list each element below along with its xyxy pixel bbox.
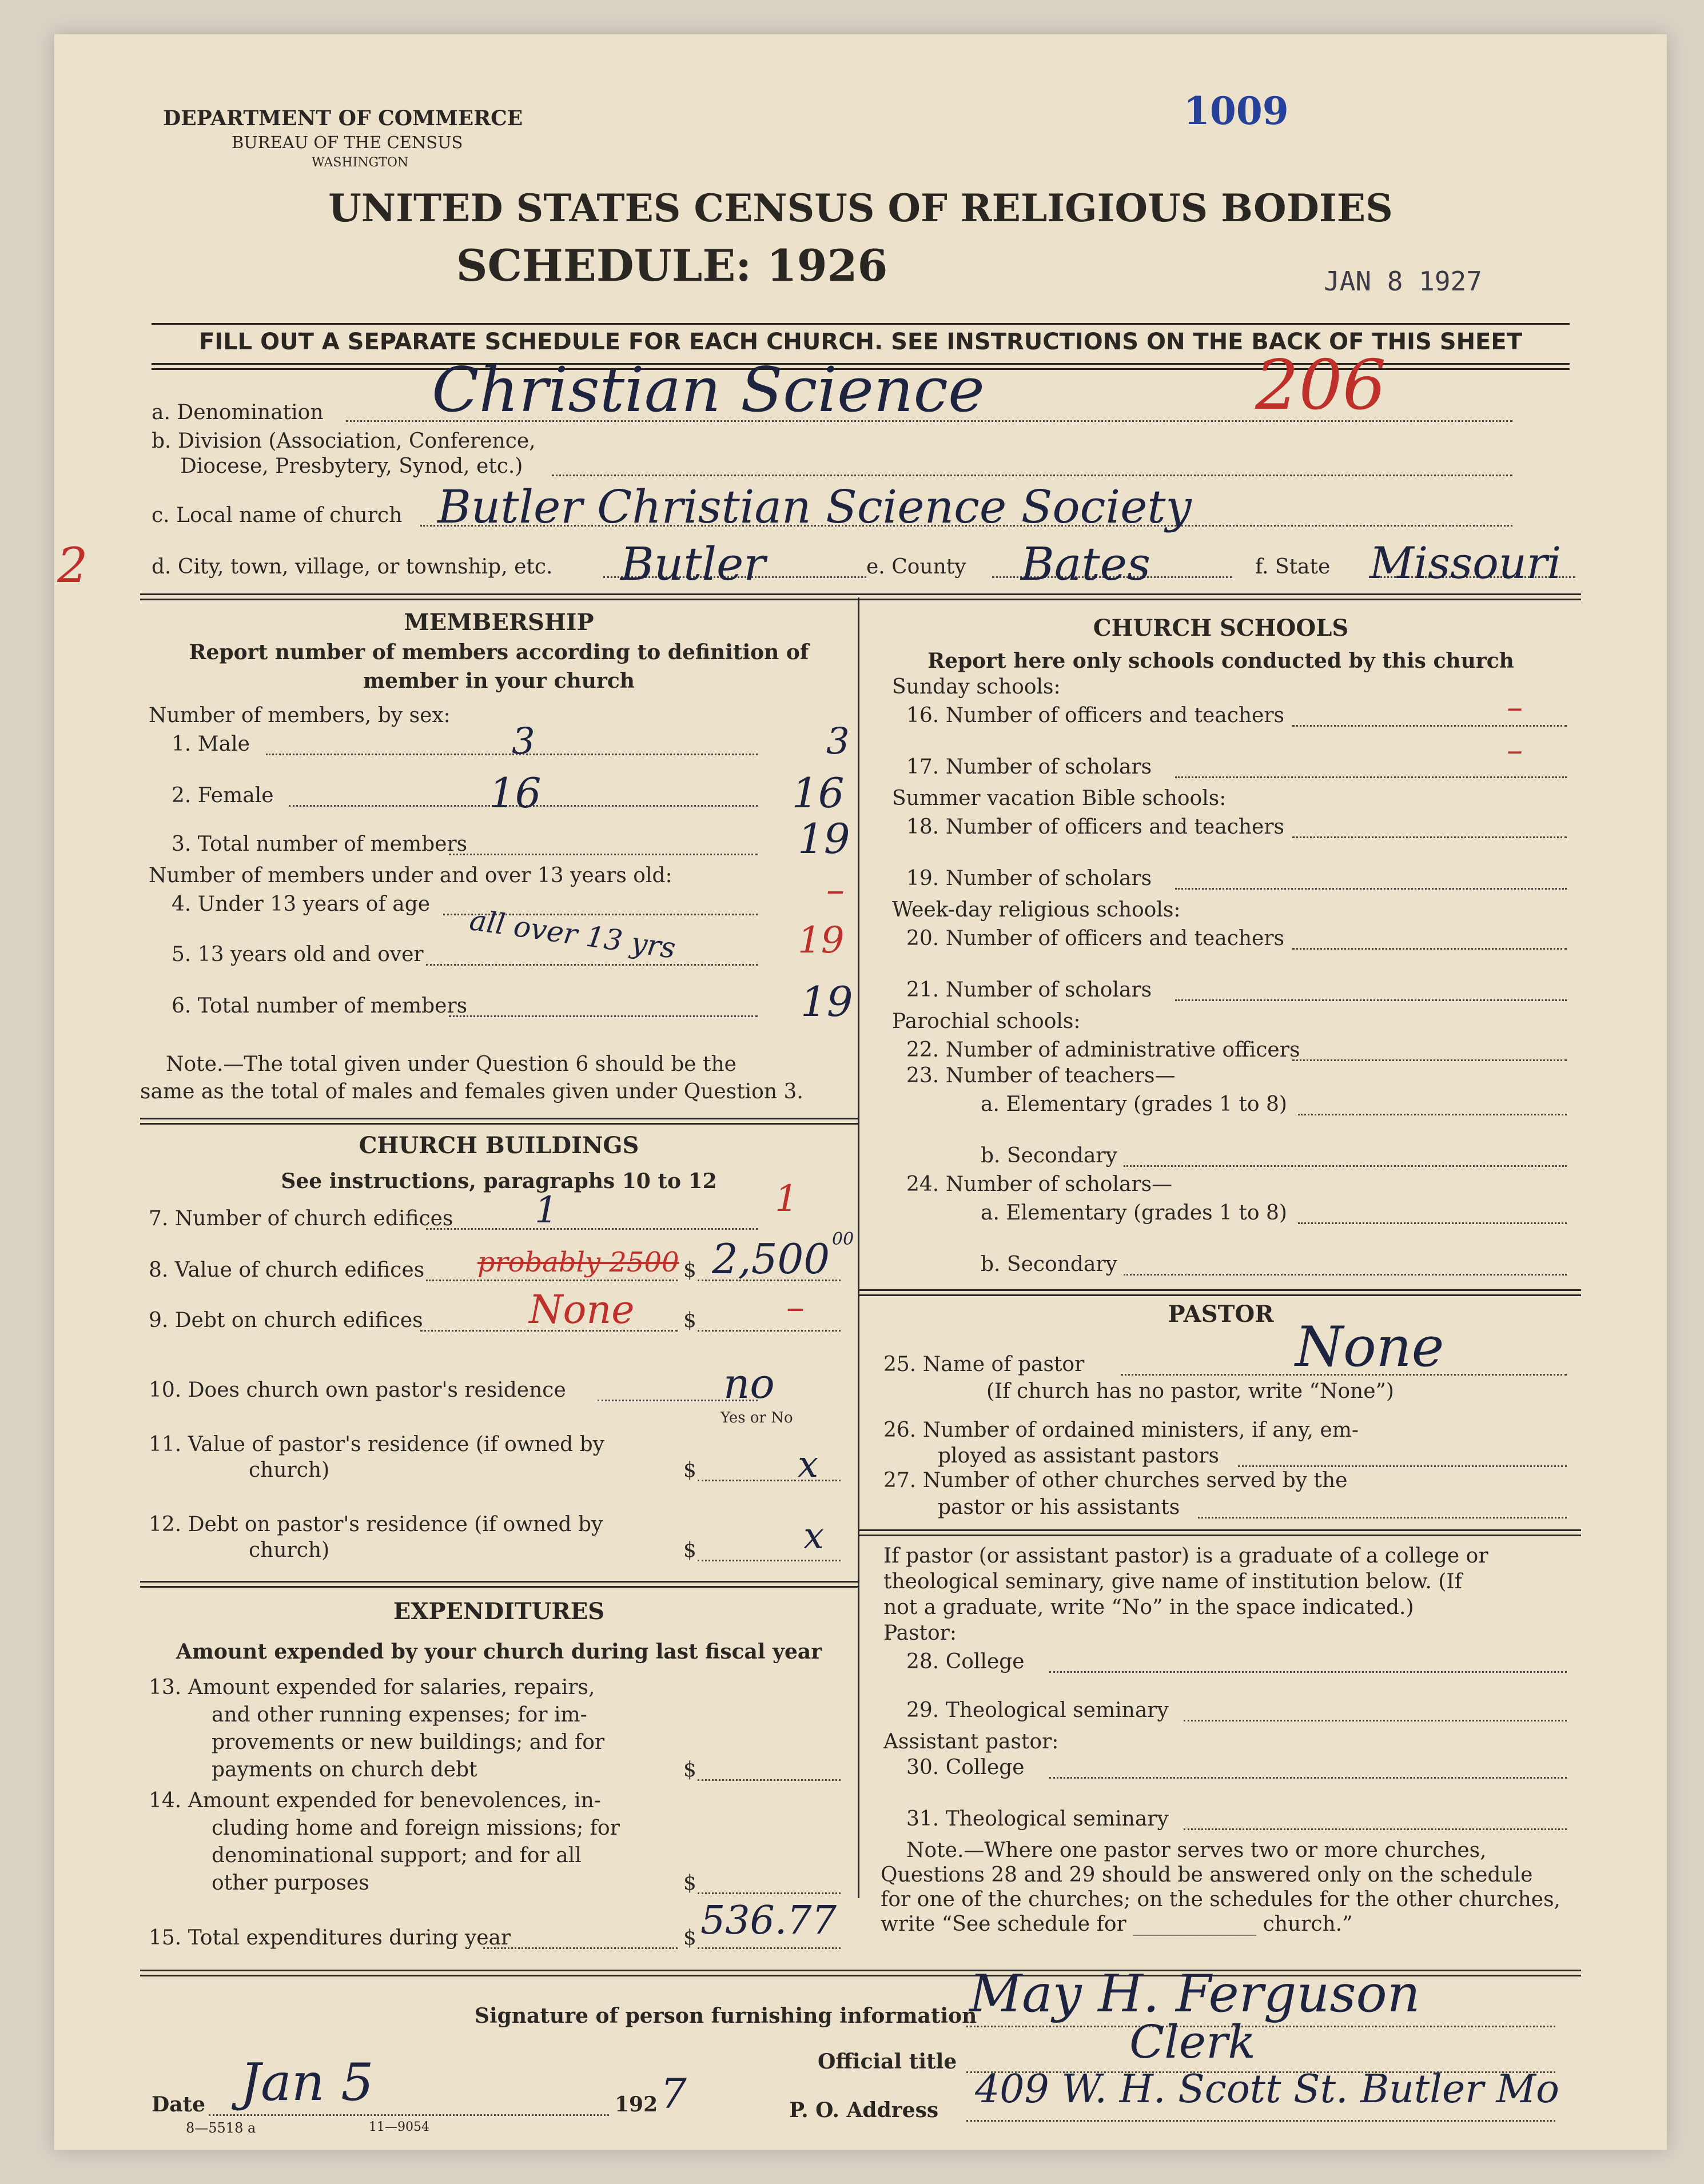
pastor-note-3: for one of the churches; on the schedules for the other churches, [881,1888,1560,1911]
census-schedule-sheet [54,34,1667,2150]
city-label: WASHINGTON [312,156,409,170]
q5-value: 19 [798,919,845,962]
q9-dollar: $ [683,1309,696,1332]
division-label: b. Division (Association, Conference, [152,429,536,453]
summer-label: Summer vacation Bible schools: [892,787,1227,810]
q1-label: 1. Male [172,732,250,756]
dl [966,2026,1555,2027]
q14-dollar: $ [683,1871,696,1895]
state-value: Missouri [1369,537,1562,588]
membership-sub-2: member in your church [363,669,635,693]
grad-line-3: not a graduate, write “No” in the space indicated.) [883,1596,1414,1619]
grad-line-1: If pastor (or assistant pastor) is a graduate of a college or [883,1544,1488,1568]
q3-value: 19 [798,815,850,863]
official-title-value: Clerk [1129,2015,1256,2069]
q2-label: 2. Female [172,784,274,807]
q2-value-b: 16 [792,769,845,817]
q28-label: 28. College [906,1650,1025,1673]
q25-value: None [1295,1315,1444,1379]
county-label: e. County [866,555,966,579]
dl [449,854,758,855]
dl [1124,1165,1567,1167]
q17-value: – [1507,732,1523,769]
pastor-note-4: write “See schedule for ____________ church.” [881,1912,1353,1936]
q15-label: 15. Total expenditures during year [149,1926,511,1950]
official-title-label: Official title [818,2050,957,2074]
q10-value: no [723,1360,775,1408]
local-name-label: c. Local name of church [152,504,403,527]
rule [858,1529,1581,1536]
buildings-heading: CHURCH BUILDINGS [359,1132,639,1159]
rule [858,1289,1581,1296]
dl [1049,1777,1567,1779]
state-label: f. State [1255,555,1331,579]
q20-label: 20. Number of officers and teachers [906,927,1285,950]
city-field-label: d. City, town, village, or township, etc. [152,555,553,579]
q7-label: 7. Number of church edifices [149,1207,453,1230]
q9-value-a: None [529,1288,635,1333]
dl [1292,1059,1567,1061]
county-value: Bates [1021,537,1151,591]
dl [426,1228,758,1230]
signature-label: Signature of person furnishing information [475,2004,977,2028]
q6-label: 6. Total number of members [172,994,468,1018]
instruction-banner: FILL OUT A SEPARATE SCHEDULE FOR EACH CHURCH. SEE INSTRUCTIONS ON THE BACK OF THIS SHEET [198,329,1522,355]
form-number: 8—5518 a [186,2120,256,2136]
division-label-2: Diocese, Presbytery, Synod, etc.) [180,455,523,478]
dl [1175,776,1567,778]
q1-value-a: 3 [512,720,535,763]
q11-value: x [798,1444,819,1486]
dl [1238,1465,1567,1467]
schools-heading: CHURCH SCHOOLS [1093,615,1349,641]
q13-value-line [698,1779,841,1781]
q10-hint: Yes or No [720,1409,793,1426]
q30-label: 30. College [906,1756,1025,1779]
membership-note-2: same as the total of males and females given under Question 3. [140,1080,803,1103]
q13-label-2: and other running expenses; for im- [212,1703,587,1727]
local-name-value: Butler Christian Science Society [437,480,1192,533]
q16-label: 16. Number of officers and teachers [906,704,1285,727]
q8-cents: 00 [832,1229,854,1249]
by-sex-label: Number of members, by sex: [149,704,451,727]
q13-label-3: provements or new buildings; and for [212,1731,605,1754]
bureau-label: BUREAU OF THE CENSUS [232,133,463,152]
dl [1292,948,1567,950]
dl [1292,836,1567,838]
q21-label: 21. Number of scholars [906,978,1152,1002]
rule [152,323,1570,325]
q13-label-1: 13. Amount expended for salaries, repairs, [149,1676,595,1699]
pastor-heading: PASTOR [1168,1301,1274,1328]
department-label: DEPARTMENT OF COMMERCE [163,106,523,130]
q2-value-a: 16 [489,769,542,817]
membership-sub-1: Report number of members according to definition of [189,640,809,664]
q23b-label: b. Secondary [981,1144,1117,1167]
q22-label: 22. Number of administrative officers [906,1038,1300,1062]
q12-dollar: $ [683,1539,696,1562]
q14-label-3: denominational support; and for all [212,1844,582,1867]
grad-line-2: theological seminary, give name of institution below. (If [883,1570,1462,1593]
dl [1175,888,1567,890]
dl [449,1015,758,1017]
q9-label: 9. Debt on church edifices [149,1309,423,1332]
dl [426,1280,678,1281]
q9-value-b: – [786,1286,805,1329]
q5-note: all over 13 yrs [467,903,678,965]
po-address-label: P. O. Address [789,2098,939,2122]
q23a-label: a. Elementary (grades 1 to 8) [981,1093,1287,1116]
q13-dollar: $ [683,1758,696,1782]
dl [966,2120,1555,2122]
schedule-title: SCHEDULE: 1926 [456,240,888,291]
under-over-label: Number of members under and over 13 years old: [149,864,672,887]
q14-label-4: other purposes [212,1871,369,1895]
received-date-stamp: JAN 8 1927 [1324,266,1482,297]
denomination-label: a. Denomination [152,401,324,424]
q4-value: – [826,869,845,911]
q12-value: x [803,1515,825,1557]
print-number: 11—9054 [369,2120,429,2134]
q8-dollar: $ [683,1258,696,1282]
rule [140,593,1581,600]
expenditures-heading: EXPENDITURES [393,1598,605,1625]
city-value: Butler [620,537,766,591]
denomination-value: Christian Science [432,354,985,426]
dl [698,1480,841,1481]
q7-value-a: 1 [535,1189,558,1232]
page-title: UNITED STATES CENSUS OF RELIGIOUS BODIES [328,186,1393,230]
q17-label: 17. Number of scholars [906,755,1152,779]
q15-value: 536.77 [700,1898,837,1943]
pastor-note-1: Note.—Where one pastor serves two or more churches, [906,1839,1487,1862]
q27-label-2: pastor or his assistants [938,1496,1180,1519]
q7-value-b: 1 [775,1178,798,1220]
membership-note-1: Note.—The total given under Question 6 should be the [166,1053,736,1076]
schools-sub: Report here only schools conducted by this church [927,649,1514,673]
margin-mark: 2 [57,537,88,593]
membership-heading: MEMBERSHIP [404,609,594,636]
q8-value-b: 2,500 [712,1235,830,1283]
dl [1184,1828,1567,1830]
dl [1124,1274,1567,1276]
dl [1198,1517,1567,1519]
q25-label: 25. Name of pastor [883,1353,1085,1376]
rule [140,1118,858,1125]
q8-label: 8. Value of church edifices [149,1258,425,1282]
dl [1049,1671,1567,1673]
year-value: 7 [660,2070,687,2118]
weekday-label: Week-day religious schools: [892,898,1181,922]
sunday-label: Sunday schools: [892,675,1061,699]
rule [140,1581,858,1588]
date-value: Jan 5 [240,2053,374,2113]
q5-label: 5. 13 years old and over [172,943,424,966]
q27-label-1: 27. Number of other churches served by the [883,1469,1348,1492]
dl [426,964,758,966]
dl [1298,1222,1567,1224]
q6-value: 19 [801,978,853,1026]
q14-value-line [698,1892,841,1894]
dl [1298,1114,1567,1115]
q4-label: 4. Under 13 years of age [172,892,431,916]
dl [698,1947,841,1949]
q11-label-2: church) [249,1458,330,1482]
q19-label: 19. Number of scholars [906,867,1152,890]
date-label: Date [152,2093,206,2117]
dl [209,2114,609,2116]
q11-label-1: 11. Value of pastor's residence (if owned by [149,1433,605,1456]
dl [1184,1720,1567,1721]
q14-label-2: cluding home and foreign missions; for [212,1816,620,1840]
dl [698,1560,841,1561]
dl [483,1947,678,1949]
po-address-value: 409 W. H. Scott St. Butler Mo [975,2067,1559,2112]
q26-label-2: ployed as assistant pastors [938,1444,1219,1468]
expenditures-sub: Amount expended by your church during last fiscal year [176,1640,822,1664]
pastor-note-2: Questions 28 and 29 should be answered only on the schedule [881,1863,1533,1887]
denomination-code: 206 [1255,346,1387,425]
q29-label: 29. Theological seminary [906,1699,1169,1722]
q11-dollar: $ [683,1458,696,1482]
q8-value-a: probably 2500 [477,1246,679,1278]
q31-label: 31. Theological seminary [906,1807,1169,1831]
signature-value: May H. Ferguson [969,1964,1420,2024]
q18-label: 18. Number of officers and teachers [906,815,1285,839]
q16-value: – [1507,689,1523,726]
buildings-sub: See instructions, paragraphs 10 to 12 [281,1169,717,1193]
q10-label: 10. Does church own pastor's residence [149,1378,566,1402]
dl [1292,725,1567,727]
dl [1175,999,1567,1001]
q25-hint: (If church has no pastor, write “None”) [986,1380,1394,1403]
q23-label: 23. Number of teachers— [906,1064,1176,1087]
pastor-sub-label: Pastor: [883,1621,957,1645]
parochial-label: Parochial schools: [892,1010,1081,1033]
vrule [858,597,859,1898]
dl [698,1330,841,1332]
q26-label-1: 26. Number of ordained ministers, if any, em- [883,1418,1359,1442]
q15-dollar: $ [683,1926,696,1950]
stamp-number: 1009 [1184,89,1289,133]
q13-label-4: payments on church debt [212,1758,477,1782]
assistant-sub-label: Assistant pastor: [883,1730,1059,1753]
q24a-label: a. Elementary (grades 1 to 8) [981,1201,1287,1225]
q24b-label: b. Secondary [981,1253,1117,1276]
year-prefix: 192 [615,2093,658,2117]
q1-value-b: 3 [826,720,850,763]
q12-label-1: 12. Debt on pastor's residence (if owned by [149,1513,603,1536]
q3-label: 3. Total number of members [172,832,468,856]
q14-label-1: 14. Amount expended for benevolences, in- [149,1789,601,1812]
division-line [552,475,1512,476]
q12-label-2: church) [249,1539,330,1562]
q24-label: 24. Number of scholars— [906,1173,1173,1196]
